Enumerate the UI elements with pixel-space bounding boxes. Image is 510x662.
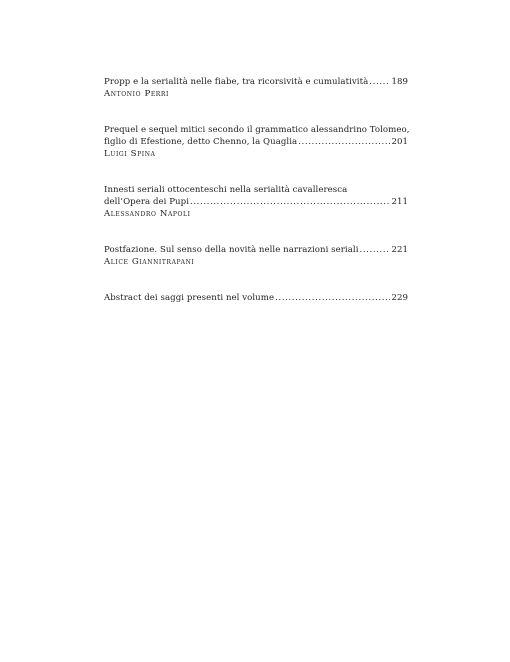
- toc-title-line: Prequel e sequel mitici secondo il grammatico alessandrino Tolomeo,: [104, 125, 410, 135]
- toc-title-line: [104, 136, 408, 148]
- toc-entry: [104, 244, 408, 268]
- toc-title-line: Innesti seriali ottocenteschi nella serialità cavalleresca: [104, 185, 348, 195]
- toc-title-line: [104, 244, 408, 256]
- dot-leader: [360, 244, 391, 256]
- dot-leader: [298, 136, 390, 148]
- page-number: 211: [391, 197, 408, 207]
- toc-entry: [104, 184, 408, 220]
- page-number: 201: [391, 137, 408, 147]
- dot-leader: [369, 76, 390, 88]
- toc-title: Abstract dei saggi presenti nel volume: [104, 293, 275, 303]
- toc-title: figlio di Efestione, detto Chenno, la Quaglia: [104, 137, 298, 147]
- toc-entry: [104, 292, 408, 304]
- page-number: 221: [391, 245, 408, 255]
- dot-leader: [275, 292, 390, 304]
- toc-entry: [104, 124, 408, 160]
- toc-title-line: [104, 76, 408, 88]
- toc-author: Luigi Spina: [104, 149, 156, 159]
- toc-title: Postfazione. Sul senso della novità nelle narrazioni seriali: [104, 245, 359, 255]
- toc-title-line: [104, 292, 408, 304]
- toc-author: Antonio Perri: [104, 89, 170, 99]
- toc-title: dell’Opera dei Pupi: [104, 197, 189, 207]
- toc-author: Alessandro Napoli: [104, 209, 191, 219]
- toc-title-line: [104, 196, 408, 208]
- page-number: 229: [391, 293, 408, 303]
- dot-leader: [190, 196, 390, 208]
- page-number: 189: [391, 77, 408, 87]
- toc-entry: [104, 76, 408, 100]
- toc-author: Alice Giannitrapani: [104, 257, 195, 267]
- toc-title: Propp e la serialità nelle fiabe, tra ricorsività e cumulatività: [104, 77, 369, 87]
- table-of-contents: [104, 76, 408, 328]
